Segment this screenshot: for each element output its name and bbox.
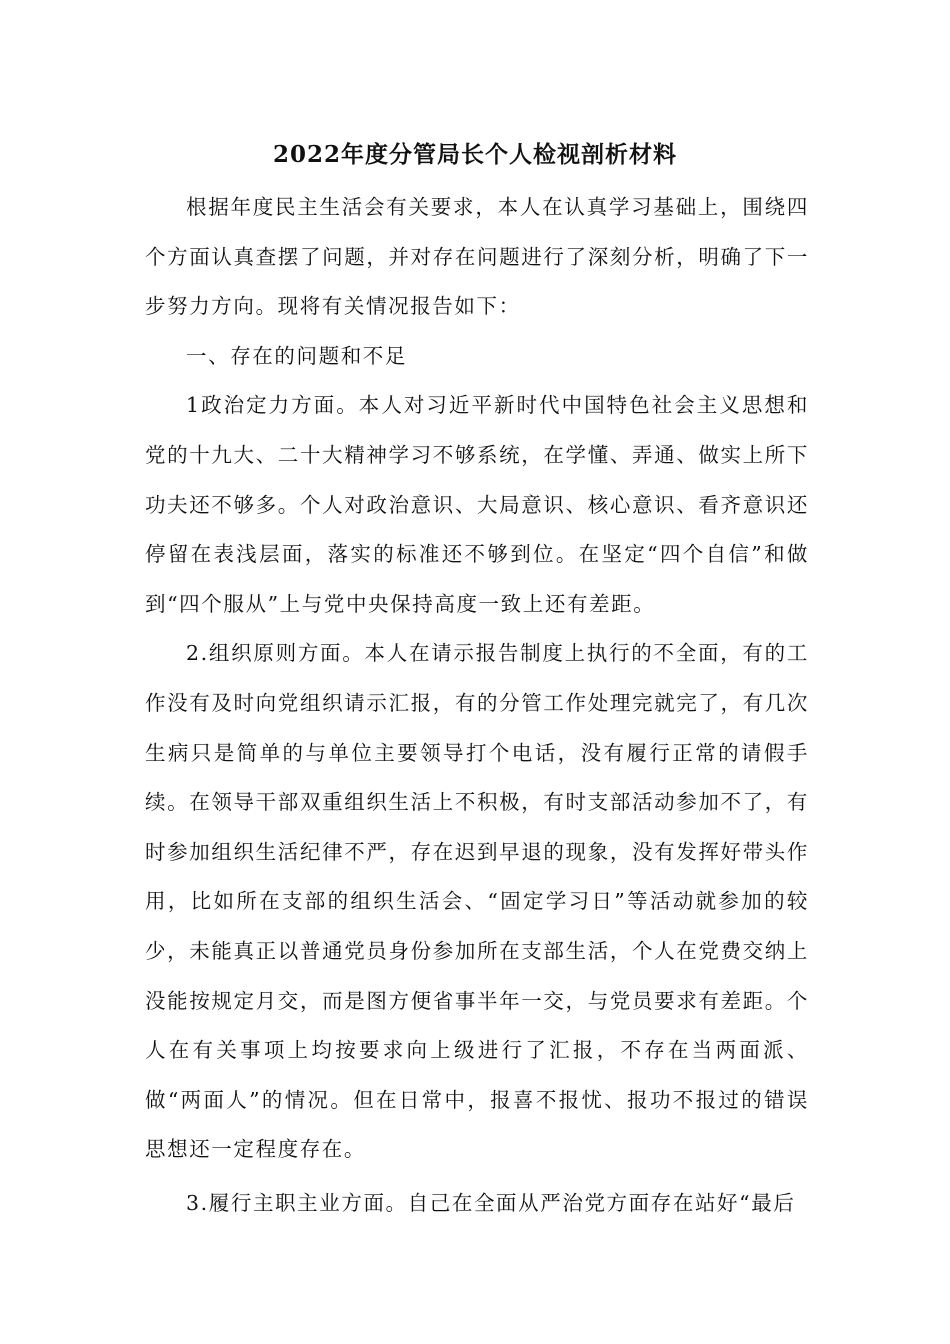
intro-paragraph: 根据年度民主生活会有关要求，本人在认真学习基础上，围绕四个方面认真查摆了问题，并对存在问题进行了深刻分析，明确了下一步努力方向。现将有关情况报告如下： <box>145 195 809 319</box>
paragraph-duties: 3.履行主职主业方面。自己在全面从严治党方面存在站好“最后 <box>186 1190 796 1215</box>
document-body <box>145 183 809 1228</box>
section-heading: 一、存在的问题和不足 <box>186 343 407 368</box>
document-title: 2022年度分管局长个人检视剖析材料 <box>272 141 677 168</box>
paragraph-organization: 2.组织原则方面。本人在请示报告制度上执行的不全面，有的工作没有及时向党组织请示汇报，有的分管工作处理完就完了，有几次生病只是简单的与单位主要领导打个电话，没有履行正常的请假手续。在领导干部双重组织生活上不积极，有时支部活动参加不了，有时参加组织生活纪律不严，存在迟到早退的现象，没有发挥好带头作用，比如所在支部的组织生活会、“固定学习日”等活动就参加的较少，未能真正以普通党员身份参加所在支部生活，个人在党费交纳上没能按规定月交，而是图方便省事半年一交，与党员要求有差距。个人在有关事项上均按要求向上级进行了汇报，不存在当两面派、做“两面人”的情况。但在日常中，报喜不报忧、报功不报过的错误思想还一定程度存在。 <box>145 641 809 1162</box>
paragraph-political: 1政治定力方面。本人对习近平新时代中国特色社会主义思想和党的十九大、二十大精神学习不够系统，在学懂、弄通、做实上所下功夫还不够多。个人对政治意识、大局意识、核心意识、看齐意识还停留在表浅层面，落实的标准还不够到位。在坚定“四个自信”和做到“四个服从”上与党中央保持高度一致上还有差距。 <box>145 393 809 616</box>
